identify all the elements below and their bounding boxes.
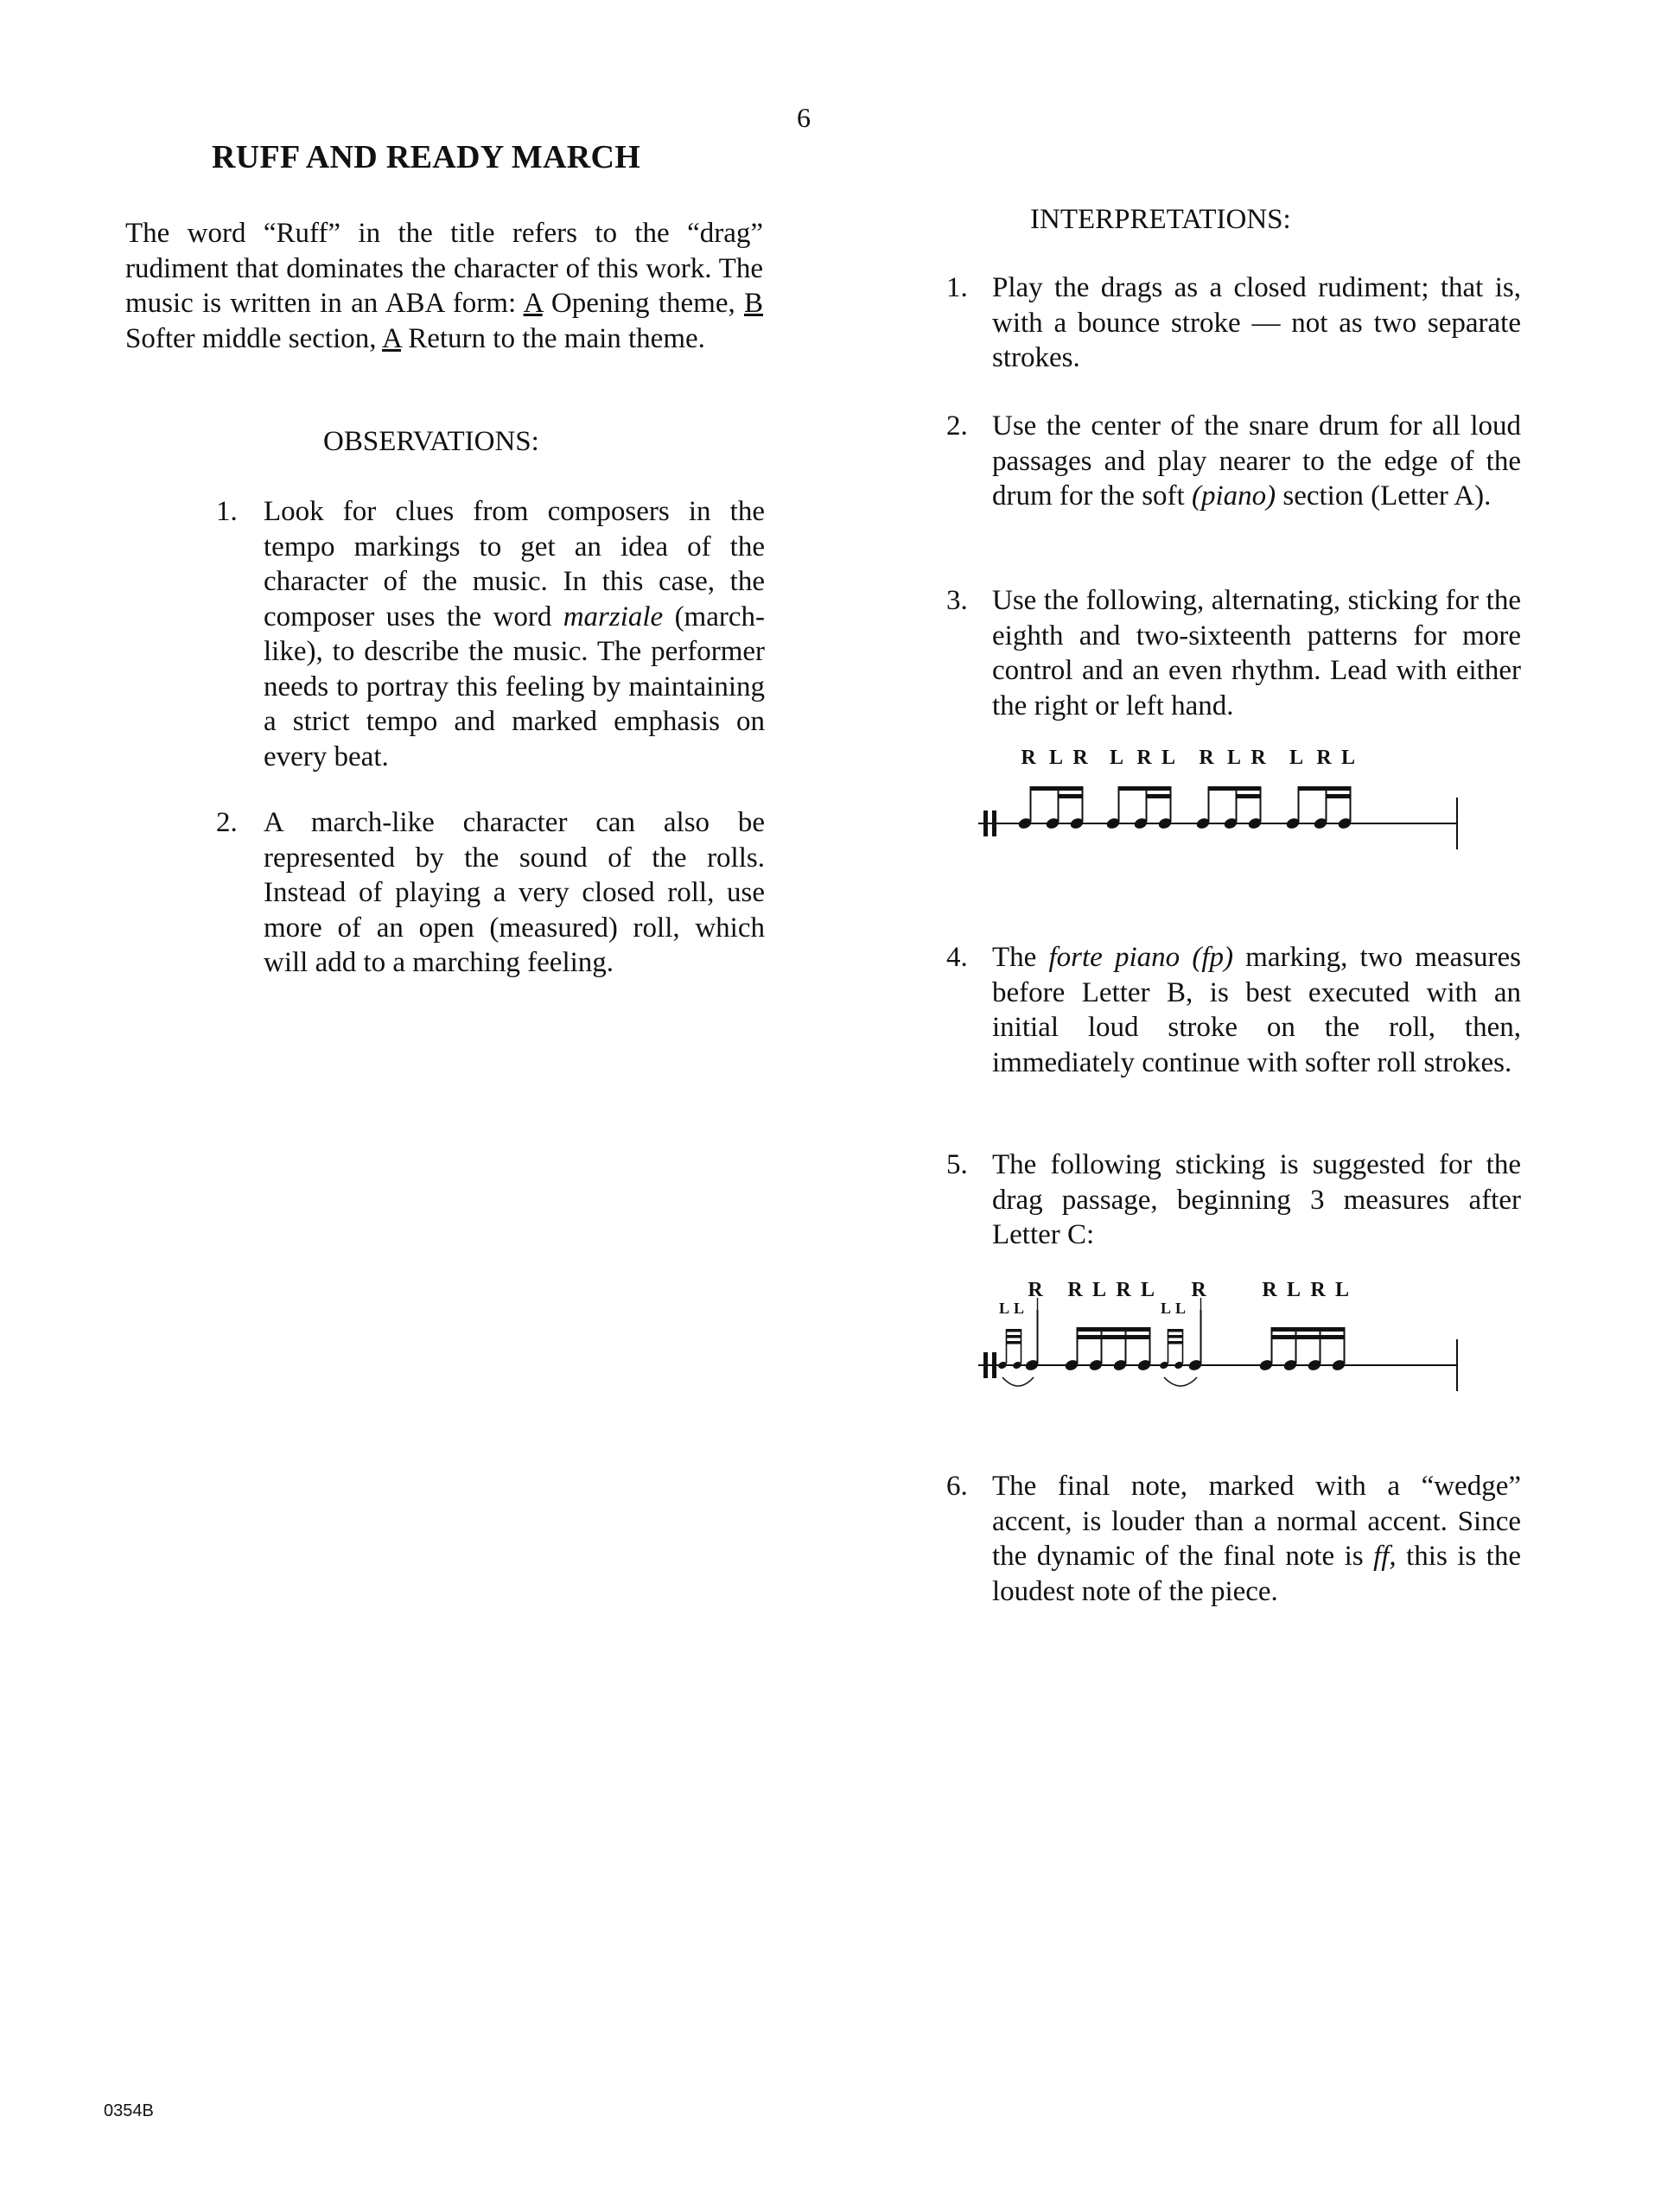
item-italic-term: (piano) xyxy=(1191,480,1276,512)
interpretations-heading: INTERPRETATIONS: xyxy=(1030,204,1291,235)
beam-sixteenth xyxy=(1326,794,1352,798)
percussion-clef xyxy=(992,1352,996,1378)
form-a-return-text: Return to the main theme. xyxy=(408,322,705,354)
sticking-letter: L xyxy=(1286,1279,1301,1301)
item-text-part: this is the loudest note of the piece. xyxy=(992,1541,1521,1607)
item-italic-term: (fp) xyxy=(1192,942,1233,973)
form-a-text: Opening theme, xyxy=(550,288,735,319)
sticking-letter: L xyxy=(1013,1300,1025,1317)
item-number: 5. xyxy=(946,1149,968,1180)
sticking-letter: R xyxy=(1021,747,1036,769)
sticking-letter: L xyxy=(1048,747,1064,769)
item-number: 4. xyxy=(946,942,968,973)
interpretation-item xyxy=(946,409,1521,514)
beam-sixteenth xyxy=(1146,794,1172,798)
intro-text: rudiment that dominates the character of this work. The music is written in an ABA form: xyxy=(125,252,763,319)
page-title: RUFF AND READY MARCH xyxy=(212,139,641,175)
item-text: Play the drags as a closed rudiment; that is, with a bounce stroke — not as two separate strokes. xyxy=(992,272,1521,373)
beam xyxy=(1208,786,1262,791)
observation-item xyxy=(216,494,765,774)
sticking-letter: L xyxy=(1174,1300,1187,1317)
sticking-letter: R xyxy=(1199,747,1214,769)
sticking-letter: L xyxy=(1289,747,1304,769)
item-number: 2. xyxy=(216,807,238,838)
sticking-letter: R xyxy=(1262,1279,1277,1301)
item-number: 6. xyxy=(946,1471,968,1502)
item-number: 1. xyxy=(946,272,968,303)
interpretation-item xyxy=(946,940,1521,1080)
sticking-letter: R xyxy=(1191,1279,1206,1301)
beam xyxy=(1118,786,1172,791)
observations-heading: OBSERVATIONS: xyxy=(323,426,539,457)
sticking-letter: L xyxy=(1161,747,1176,769)
grace-beam xyxy=(1007,1329,1021,1332)
intro-paragraph xyxy=(125,216,763,356)
form-b-text: Softer middle section, xyxy=(125,322,377,354)
item-italic-term: ff, xyxy=(1373,1541,1397,1572)
beam-sixteenth xyxy=(1236,794,1262,798)
interpretation-item xyxy=(946,1469,1521,1609)
item-number: 3. xyxy=(946,585,968,616)
sticking-letter: R xyxy=(1067,1279,1083,1301)
grace-beam xyxy=(1007,1341,1021,1344)
item-text-part: The xyxy=(992,942,1037,973)
item-text-part: The final note, marked with a “wedge” accent, is louder than a normal accent. Since the dynamic of the final note is xyxy=(992,1471,1521,1572)
page-number: 6 xyxy=(797,102,811,133)
sticking-letter: L xyxy=(1160,1300,1172,1317)
sticking-letter: R xyxy=(1310,1279,1326,1301)
grace-beam xyxy=(1168,1335,1183,1338)
sticking-letter: R xyxy=(1072,747,1088,769)
sticking-letter: L xyxy=(1109,747,1124,769)
percussion-clef xyxy=(983,810,988,836)
form-letter-b: B xyxy=(744,288,764,319)
percussion-clef xyxy=(992,810,996,836)
beam xyxy=(1030,786,1084,791)
item-text xyxy=(992,1469,1521,1609)
interpretation-item xyxy=(946,583,1521,723)
form-letter-a-return: A xyxy=(381,322,401,354)
item-italic-term: marziale xyxy=(563,601,664,632)
item-text: The following sticking is suggested for the drag passage, beginning 3 measures after Letter C: xyxy=(992,1149,1521,1250)
item-italic-term: forte piano xyxy=(1048,942,1181,973)
item-text-part: marking, two measures before Letter B, is best executed with an initial loud stroke on the roll, then, immediately continue with softer roll strokes. xyxy=(992,942,1522,1078)
beam xyxy=(1077,1327,1151,1332)
sticking-letter: R xyxy=(1028,1279,1043,1301)
percussion-clef xyxy=(983,1352,988,1378)
item-text-part: (march-like), to describe the music. The performer needs to portray this feeling by maintaining a strict tempo and marked emphasis on every beat. xyxy=(264,601,765,772)
beam-sixteenth xyxy=(1058,794,1084,798)
grace-beam xyxy=(1007,1335,1021,1338)
sticking-letter: R xyxy=(1136,747,1152,769)
sticking-letter: L xyxy=(1091,1279,1107,1301)
form-letter-a: A xyxy=(523,288,543,319)
item-text-part: Look for clues from composers in the tempo markings to get an idea of the character of the music. In this case, the composer uses the word xyxy=(264,496,765,632)
sticking-letter: L xyxy=(998,1300,1010,1317)
observation-item xyxy=(216,805,765,981)
beam-sixteenth xyxy=(1271,1335,1346,1339)
sticking-example-2 xyxy=(959,1279,1478,1408)
grace-beam xyxy=(1168,1329,1183,1332)
slur xyxy=(1002,1377,1034,1386)
sticking-example-1 xyxy=(959,741,1478,871)
item-number: 2. xyxy=(946,410,968,442)
item-text xyxy=(264,494,765,774)
item-text: Use the following, alternating, sticking for the eighth and two-sixteenth patterns for more control and an even rhythm. Lead with either the right or left hand. xyxy=(992,585,1521,721)
item-text-part: Use the center of the snare drum for all loud passages and play nearer to the edge of the drum for the soft xyxy=(992,410,1521,512)
sticking-letter: L xyxy=(1334,1279,1350,1301)
item-text xyxy=(992,940,1521,1080)
interpretation-item xyxy=(946,270,1521,376)
footer-code: 0354B xyxy=(104,2101,154,2120)
sticking-letter: L xyxy=(1226,747,1242,769)
item-number: 1. xyxy=(216,496,238,527)
slur xyxy=(1164,1377,1197,1386)
interpretation-item xyxy=(946,1147,1521,1253)
sticking-letter: R xyxy=(1316,747,1332,769)
item-text-part: section (Letter A). xyxy=(1282,480,1492,512)
beam xyxy=(1271,1327,1346,1332)
beam-sixteenth xyxy=(1077,1335,1151,1339)
sticking-letter: L xyxy=(1340,747,1356,769)
sticking-letter: R xyxy=(1116,1279,1131,1301)
beam xyxy=(1298,786,1352,791)
sticking-letter: L xyxy=(1140,1279,1155,1301)
item-text: A march-like character can also be represented by the sound of the rolls. Instead of playing a very closed roll, use more of an open (measured) roll, which will add to a marching feeling. xyxy=(264,807,765,978)
sticking-letter: R xyxy=(1251,747,1266,769)
item-text xyxy=(992,409,1521,514)
grace-beam xyxy=(1168,1341,1183,1344)
intro-line-1: The word “Ruff” in the title refers to the “drag” xyxy=(125,218,763,249)
